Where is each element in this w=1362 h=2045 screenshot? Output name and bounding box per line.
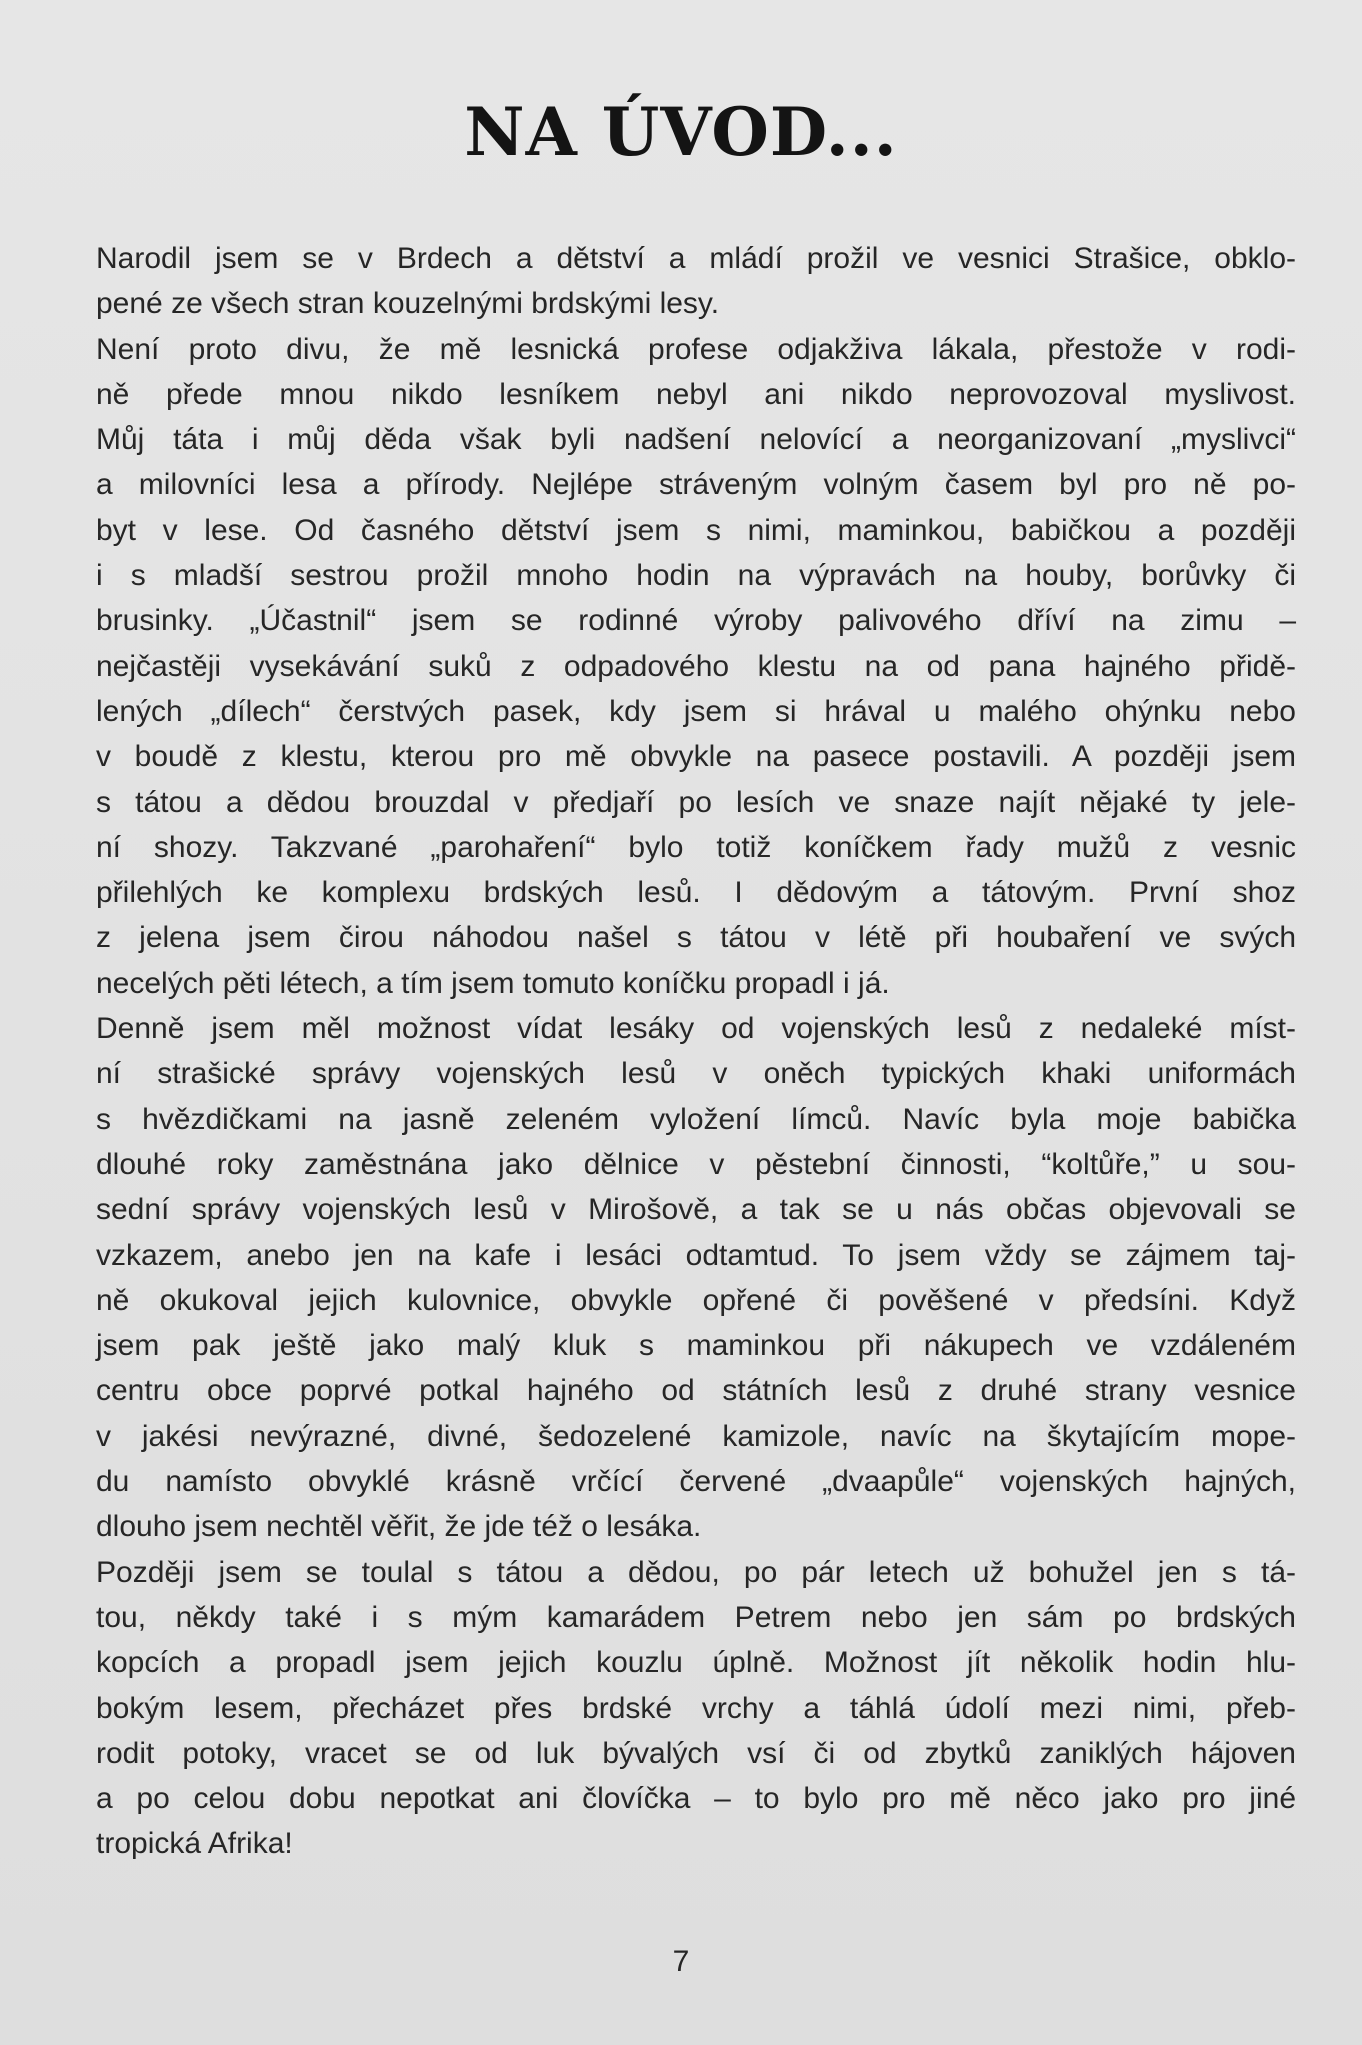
text-line: Můj táta i můj děda však byli nadšení nelovící a neorganizovaní „myslivci“ xyxy=(96,423,1296,457)
text-line: v boudě z klestu, kterou pro mě obvykle na pasece postavili. A později jsem xyxy=(96,740,1296,774)
text-line: i s mladší sestrou prožil mnoho hodin na výpravách na houby, borůvky či xyxy=(96,559,1296,593)
text-line: s tátou a dědou brouzdal v předjaří po lesích ve snaze najít nějaké ty jele- xyxy=(96,785,1296,819)
text-line: ně přede mnou nikdo lesníkem nebyl ani nikdo neprovozoval myslivost. xyxy=(96,377,1296,411)
text-line: kopcích a propadl jsem jejich kouzlu úplně. Možnost jít několik hodin hlu- xyxy=(96,1646,1296,1680)
text-line: dlouhé roky zaměstnána jako dělnice v pěstební činnosti, “koltůře,” u sou- xyxy=(96,1147,1296,1181)
text-line: tou, někdy také i s mým kamarádem Petrem nebo jen sám po brdských xyxy=(96,1600,1296,1634)
text-line: v jakési nevýrazné, divné, šedozelené kamizole, navíc na škytajícím mope- xyxy=(96,1419,1296,1453)
text-line: Později jsem se toulal s tátou a dědou, po pár letech už bohužel jen s tá- xyxy=(96,1555,1296,1589)
text-line: ně okukoval jejich kulovnice, obvykle opřené či pověšené v předsíni. Když xyxy=(96,1283,1296,1317)
text-line: vzkazem, anebo jen na kafe i lesáci odtamtud. To jsem vždy se zájmem taj- xyxy=(96,1238,1296,1272)
text-line: Není proto divu, že mě lesnická profese odjakživa lákala, přestože v rodi- xyxy=(96,332,1296,366)
text-line: rodit potoky, vracet se od luk bývalých vsí či od zbytků zaniklých hájoven xyxy=(96,1736,1296,1770)
text-line: tropická Afrika! xyxy=(96,1827,293,1861)
text-line: byt v lese. Od časného dětství jsem s nimi, maminkou, babičkou a později xyxy=(96,513,1296,547)
text-line: ní shozy. Takzvané „parohaření“ bylo totiž koníčkem řady mužů z vesnic xyxy=(96,830,1296,864)
text-line: ní strašické správy vojenských lesů v oněch typických khaki uniformách xyxy=(96,1057,1296,1091)
text-line: z jelena jsem čirou náhodou našel s tátou v létě při houbaření ve svých xyxy=(96,921,1296,955)
text-line: du namísto obvyklé krásně vrčící červené „dvaapůle“ vojenských hajných, xyxy=(96,1465,1296,1499)
text-line: Denně jsem měl možnost vídat lesáky od vojenských lesů z nedaleké míst- xyxy=(96,1012,1296,1046)
text-line: nejčastěji vysekávání suků z odpadového klestu na od pana hajného přidě- xyxy=(96,649,1296,683)
page-number: 7 xyxy=(672,1945,690,1978)
text-line: přilehlých ke komplexu brdských lesů. I dědovým a tátovým. První shoz xyxy=(96,876,1296,910)
body-text xyxy=(96,236,1296,1867)
text-line: sední správy vojenských lesů v Mirošově, a tak se u nás občas objevovali se xyxy=(96,1193,1296,1227)
text-line: dlouho jsem nechtěl věřit, že jde též o lesáka. xyxy=(96,1510,702,1544)
text-line: bokým lesem, přecházet přes brdské vrchy a táhlá údolí mezi nimi, přeb- xyxy=(96,1691,1296,1725)
text-line: s hvězdičkami na jasně zeleném vyložení límců. Navíc byla moje babička xyxy=(96,1102,1296,1136)
text-line: a milovníci lesa a přírody. Nejlépe stráveným volným časem byl pro ně po- xyxy=(96,468,1296,502)
text-line: pené ze všech stran kouzelnými brdskými lesy. xyxy=(96,287,720,321)
text-line: lených „dílech“ čerstvých pasek, kdy jsem si hrával u malého ohýnku nebo xyxy=(96,694,1296,728)
text-line: Narodil jsem se v Brdech a dětství a mládí prožil ve vesnici Strašice, obklo- xyxy=(96,242,1296,275)
page-title: NA ÚVOD... xyxy=(464,93,898,171)
text-line: a po celou dobu nepotkat ani človíčka – to bylo pro mě něco jako pro jiné xyxy=(96,1782,1296,1816)
text-line: brusinky. „Účastnil“ jsem se rodinné výroby palivového dříví na zimu – xyxy=(96,604,1296,638)
text-line: jsem pak ještě jako malý kluk s maminkou při nákupech ve vzdáleném xyxy=(96,1329,1296,1363)
text-line: necelých pěti létech, a tím jsem tomuto koníčku propadl i já. xyxy=(96,966,890,1000)
text-line: centru obce poprvé potkal hajného od státních lesů z druhé strany vesnice xyxy=(96,1374,1296,1408)
